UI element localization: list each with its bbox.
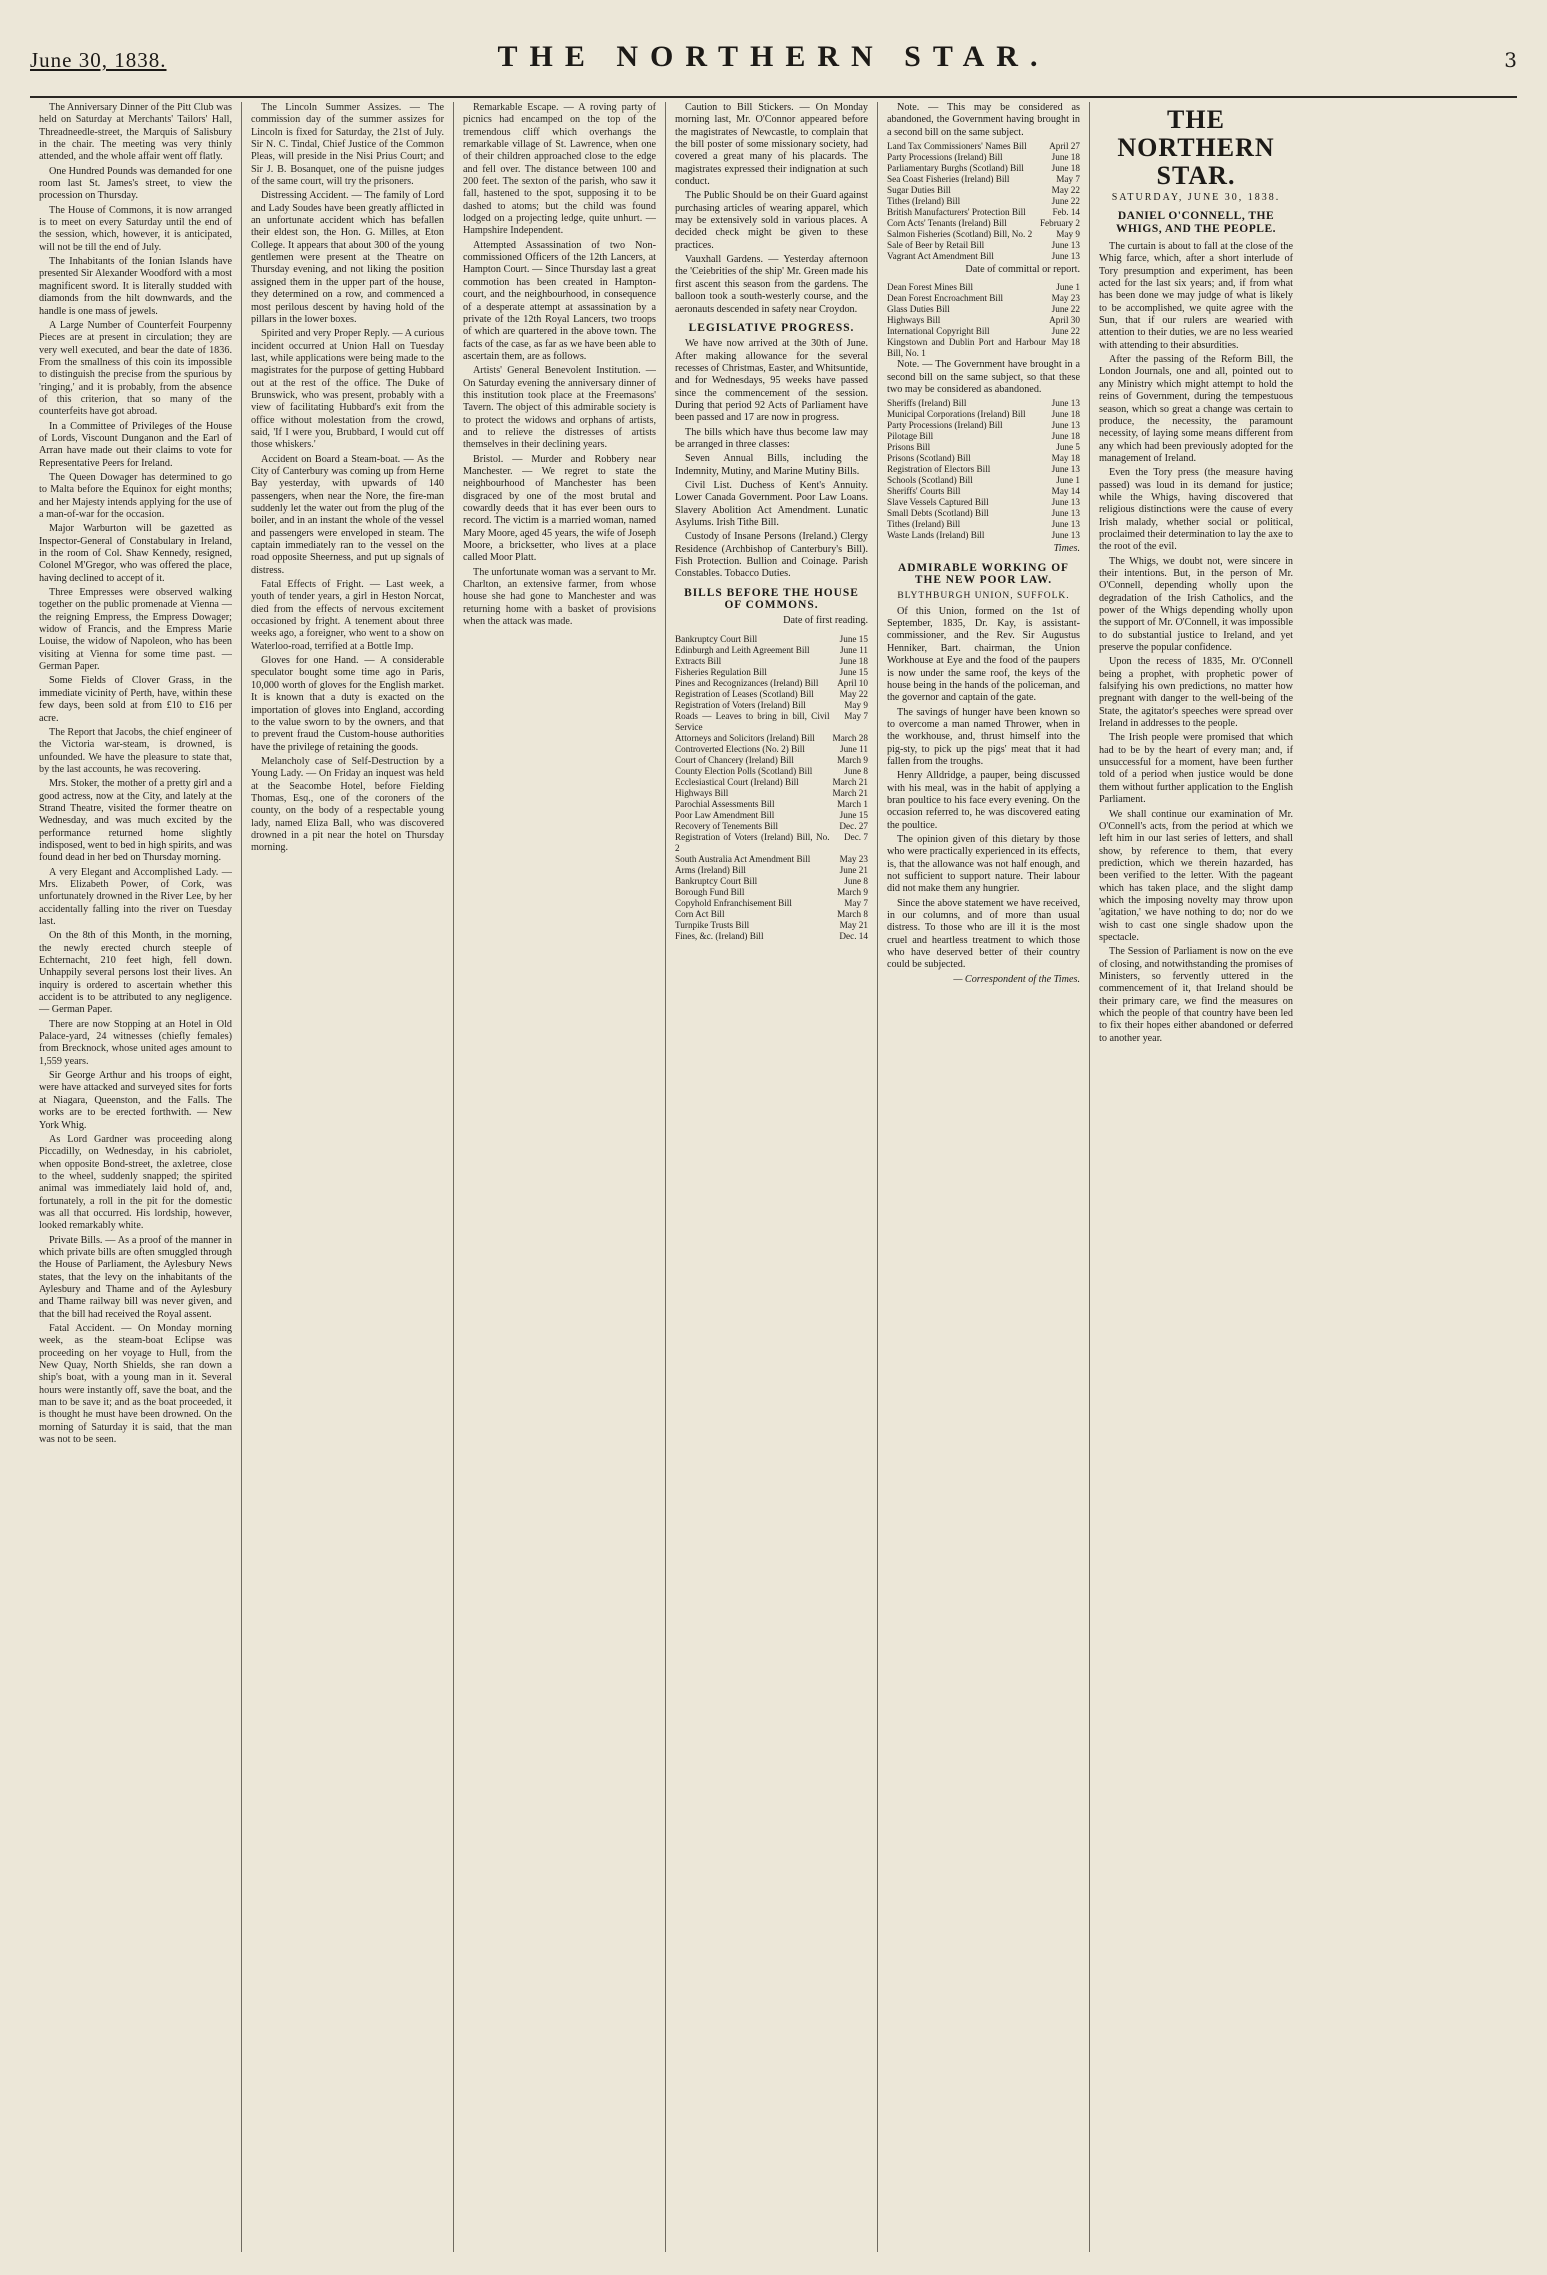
bill-row <box>675 898 868 909</box>
article-paragraph: Caution to Bill Stickers. — On Monday morning last, Mr. O'Connor appeared before the magistrates of Newcastle, to complain that the bill poster of some missionary society, had covered a great many of his placards. The magistrates expressed their indignation at such conduct. <box>675 102 868 188</box>
poor-law-subheading: BLYTHBURGH UNION, SUFFOLK. <box>897 591 1070 602</box>
bill-row <box>887 530 1080 541</box>
bill-name: Corn Acts' Tenants (Ireland) Bill <box>887 218 1007 229</box>
bill-row <box>887 293 1080 304</box>
article-paragraph: Spirited and very Proper Reply. — A curious incident occurred at Union Hall on Tuesday last, while applications were being made to the magistrates for the purpose of getting Hubbard out at the rest of the office. The Duke of Brunswick, who was present, probably with a view of facilitating Hubbard's exit from the office without molestation from the crowd, said, 'If I were you, Brubbard, I would cut off those whiskers.' <box>251 328 444 451</box>
bill-name: Fisheries Regulation Bill <box>675 666 767 677</box>
bill-name: Copyhold Enfranchisement Bill <box>675 897 792 908</box>
bill-row <box>675 876 868 887</box>
bill-name: Salmon Fisheries (Scotland) Bill, No. 2 <box>887 229 1033 240</box>
bill-row <box>675 810 868 821</box>
bill-row <box>675 744 868 755</box>
correspondent-signature: — Correspondent of the Times. <box>953 973 1080 985</box>
bills-heading: BILLS BEFORE THE HOUSE OF COMMONS. <box>684 586 859 612</box>
bill-name: Fines, &c. (Ireland) Bill <box>675 930 764 941</box>
article-paragraph: The opinion given of this dietary by those who were practically experienced in its effects, is, that the allowance was not half enough, and not sufficient to support nature. Their labour did not make them any hungrier. <box>887 833 1080 895</box>
bill-date: June 21 <box>839 864 868 875</box>
bill-row <box>887 152 1080 163</box>
bill-row <box>887 163 1080 174</box>
column-3 <box>454 102 666 2252</box>
article-paragraph: One Hundred Pounds was demanded for one room last St. James's street, to view the procession on Thursday. <box>39 165 232 202</box>
article-paragraph: The curtain is about to fall at the close of the Whig farce, which, after a short interlude of Tory presumption and experiment, has been acted for the last six years; and, if from what has been done we may judge of what is likely to be accomplished, we quite agree with the Sun, that if our rulers are wearied with attention to their duties, we are no less wearied with attending to their absurdities. <box>1099 241 1293 351</box>
legislative-heading: LEGISLATIVE PROGRESS. <box>688 321 855 334</box>
bill-date: May 18 <box>1051 337 1080 348</box>
editorial-date: SATURDAY, JUNE 30, 1838. <box>1111 192 1281 203</box>
bill-date: June 18 <box>1051 152 1080 163</box>
editorial-article <box>1099 241 1293 1045</box>
bill-row <box>887 240 1080 251</box>
article-paragraph: Of this Union, formed on the 1st of September, 1835, Dr. Kay, is assistant-commissioner, and the Rev. Sir Augustus Henniker, Bart. chairman, the Union Workhouse at Eye and the food of the paupers is now under the same roof, the keys of the house being in the hands of the policeman, and the governor and captain of the gate. <box>887 605 1080 704</box>
bill-date: June 13 <box>1051 508 1080 519</box>
bill-name: Registration of Voters (Ireland) Bill, No. 2 <box>675 831 830 853</box>
bill-name: Sugar Duties Bill <box>887 185 951 196</box>
bill-row <box>675 678 868 689</box>
bill-name: Tithes (Ireland) Bill <box>887 519 961 530</box>
bill-name: Glass Duties Bill <box>887 304 950 315</box>
article-paragraph: The Queen Dowager has determined to go to Malta before the Equinox for eight months; and her Majesty intends applying for the use of a man-of-war for the occasion. <box>39 471 232 520</box>
bill-row <box>887 304 1080 315</box>
bill-date: June 15 <box>839 666 868 677</box>
bills-table-a <box>887 141 1080 262</box>
bill-date: May 7 <box>844 897 868 908</box>
bill-row <box>887 315 1080 326</box>
poor-law-article <box>887 606 1080 972</box>
article-paragraph: Three Empresses were observed walking together on the public promenade at Vienna — the reigning Empress, the Empress Dowager; widow of Francis, and the Empress Marie Louise, the widow of Napoleon, who has been visiting at Vienna for some time past. — German Paper. <box>39 587 232 673</box>
bill-date: June 1 <box>1056 282 1080 293</box>
bill-date: Dec. 27 <box>839 820 868 831</box>
bill-name: Highways Bill <box>887 315 941 326</box>
bill-date: May 7 <box>844 710 868 721</box>
bill-date: March 8 <box>837 908 868 919</box>
article-paragraph: The Irish people were promised that which had to be by the heart of every man; and, if unsuccessful for a moment, have been further told of a period when justice would be done them without further application to the English Parliament. <box>1099 732 1293 806</box>
bill-row <box>675 909 868 920</box>
article-paragraph: A very Elegant and Accomplished Lady. — Mrs. Elizabeth Power, of Cork, was unfortunately drowned in the River Lee, by her accidentally falling into the river on Tuesday last. <box>39 866 232 927</box>
article-paragraph: On the 8th of this Month, in the morning, the newly erected church steeple of Echternacht, 210 feet high, fell down. Unhappily several persons lost their lives. An inquiry is ordered to ascertain whether this accident is to be attributed to any negligence. — German Paper. <box>39 930 232 1016</box>
article-paragraph: The Session of Parliament is now on the eve of closing, and notwithstanding the promises of Ministers, so fervently uttered in the commencement of it, that Ireland should be their primary care, we find the measures on which the people of that country have been led to fix their hopes either abandoned or deferred to another year. <box>1099 946 1293 1044</box>
bill-row <box>887 409 1080 420</box>
editorial-headline: DANIEL O'CONNELL, THE WHIGS, AND THE PEOPLE. <box>1115 210 1276 235</box>
bill-date: June 8 <box>844 875 868 886</box>
bill-name: Vagrant Act Amendment Bill <box>887 251 994 262</box>
bill-row <box>887 464 1080 475</box>
bill-date: June 8 <box>844 765 868 776</box>
bill-date: June 22 <box>1051 326 1080 337</box>
bill-date: June 13 <box>1051 530 1080 541</box>
bill-date: June 13 <box>1051 240 1080 251</box>
article-paragraph: Melancholy case of Self-Destruction by a Young Lady. — On Friday an inquest was held at the Seacombe Hotel, before Fielding Thomas, Esq., one of the coroners of the county, on the body of a respectable young lady, named Eliza Ball, who was discovered drowned in a pit near the hotel on Thursday morning. <box>251 755 444 854</box>
bill-name: Schools (Scotland) Bill <box>887 475 973 486</box>
bill-name: Extracts Bill <box>675 655 722 666</box>
bill-row <box>887 508 1080 519</box>
article-paragraph: As Lord Gardner was proceeding along Piccadilly, on Wednesday, in his cabriolet, when opposite Bond-street, the axletree, close to the wheel, suddenly snapped; the spirited animal was immediately laid hold of, and, fortunately, a roll in the pit for the domestic was all that occurred. His lordship, however, looked remarkably white. <box>39 1133 232 1232</box>
bill-date: June 11 <box>840 743 868 754</box>
bill-date: June 22 <box>1051 196 1080 207</box>
bills-table-c <box>887 398 1080 541</box>
bill-name: British Manufacturers' Protection Bill <box>887 207 1026 218</box>
bill-name: Roads — Leaves to bring in bill, Civil Service <box>675 710 830 732</box>
bill-name: Party Processions (Ireland) Bill <box>887 420 1003 431</box>
bill-row <box>887 196 1080 207</box>
bill-name: Highways Bill <box>675 787 729 798</box>
bill-date: March 9 <box>837 886 868 897</box>
bill-row <box>675 920 868 931</box>
bill-row <box>887 431 1080 442</box>
bill-row <box>887 174 1080 185</box>
bill-row <box>675 799 868 810</box>
bill-row <box>887 141 1080 152</box>
bill-date: June 13 <box>1051 398 1080 409</box>
article-paragraph: Sir George Arthur and his troops of eight, were have attacked and surveyed sites for forts at Niagara, Queenston, and the Falls. The works are to be erected forthwith. — New York Whig. <box>39 1070 232 1131</box>
article-paragraph: The Lincoln Summer Assizes. — The commission day of the summer assizes for Lincoln is fixed for Saturday, the 21st of July. Sir N. C. Tindal, Chief Justice of the Common Pleas, will preside in the Nisi Prius Court; and Sir J. B. Bosanquet, one of the puisne judges of the same court, will try the prisoners. <box>251 102 444 188</box>
bill-row <box>887 207 1080 218</box>
bill-date: March 1 <box>837 798 868 809</box>
bill-date: May 18 <box>1051 453 1080 464</box>
article-paragraph: Fatal Effects of Fright. — Last week, a youth of tender years, a girl in Heston Norcat, died from the effects of nervous excitement occasioned by fright. A tenement about three weeks ago, a foreigner, who went to a show on Waterloo-road, terrified at a Bottle Imp. <box>251 579 444 652</box>
bill-name: South Australia Act Amendment Bill <box>675 853 811 864</box>
bill-date: May 7 <box>1056 174 1080 185</box>
bill-date: May 9 <box>1056 229 1080 240</box>
bill-row <box>675 700 868 711</box>
bill-name: Court of Chancery (Ireland) Bill <box>675 754 794 765</box>
bill-row <box>887 185 1080 196</box>
bill-row <box>887 218 1080 229</box>
source-times: Times. <box>1053 543 1080 555</box>
column-1 <box>30 102 242 2252</box>
bill-name: Bankruptcy Court Bill <box>675 875 758 886</box>
bill-date: March 21 <box>832 787 868 798</box>
bills-note-committal: Date of committal or report. <box>965 264 1080 276</box>
bill-row <box>675 865 868 876</box>
bill-name: Dean Forest Encroachment Bill <box>887 293 1004 304</box>
bill-name: Parochial Assessments Bill <box>675 798 775 809</box>
bill-date: April 27 <box>1049 141 1080 152</box>
bill-name: Small Debts (Scotland) Bill <box>887 508 989 519</box>
bill-name: Tithes (Ireland) Bill <box>887 196 961 207</box>
note-abandoned: Note. — This may be considered as abandoned, the Government having brought in a second bill on the same subject. <box>887 102 1080 138</box>
bill-date: June 13 <box>1051 464 1080 475</box>
bill-row <box>675 656 868 667</box>
article-paragraph: There are now Stopping at an Hotel in Old Palace-yard, 24 witnesses (chiefly females) from Brecknock, whose united ages amount to 1,559 years. <box>39 1018 232 1067</box>
bill-name: Prisons (Scotland) Bill <box>887 453 971 464</box>
column-5 <box>878 102 1090 2252</box>
bill-date: June 13 <box>1051 420 1080 431</box>
bill-date: Feb. 14 <box>1052 207 1080 218</box>
bill-name: Municipal Corporations (Ireland) Bill <box>887 409 1026 420</box>
article-paragraph: Gloves for one Hand. — A considerable speculator bought some time ago in Paris, 10,000 worth of gloves for the English market. It is known that a duty is exacted on the importation of gloves into England, according to the value sworn to by the owners, and that to prevent fraud the Custom-house authorities have the privilege of retaining the goods. <box>251 655 444 753</box>
article-paragraph: Distressing Accident. — The family of Lord and Lady Soudes have been greatly afflicted in an unfortunate accident which has befallen their eldest son, the Hon. G. Milles, at Eton College. It appears that about 300 of the young gentlemen were present at the Theatre on Thursday evening, and not liking the position assigned them in the upper part of the house, they determined on a row, and commenced a most perilous descent by having hold of the pillars in the lower boxes. <box>251 190 444 325</box>
masthead-rule <box>30 96 1517 98</box>
bill-name: Dean Forest Mines Bill <box>887 282 973 293</box>
bill-row <box>675 766 868 777</box>
bill-row <box>675 931 868 942</box>
bills-table <box>675 634 868 942</box>
bill-row <box>675 821 868 832</box>
bill-date: April 30 <box>1049 315 1080 326</box>
bill-name: International Copyright Bill <box>887 326 990 337</box>
bill-row <box>887 326 1080 337</box>
columns <box>30 102 1517 2252</box>
bill-row <box>887 282 1080 293</box>
bill-date: June 13 <box>1051 519 1080 530</box>
article-paragraph: A Large Number of Counterfeit Fourpenny Pieces are at present in circulation; they are very well executed, and bear the date of 1836. From the smallness of this coin its impossible to distinguish the precise from the spurious by 'ringing,' and it is probably, from the absence of this criterion, that so many of the counterfeits have got abroad. <box>39 319 232 418</box>
bill-row <box>887 475 1080 486</box>
article-paragraph: In a Committee of Privileges of the House of Lords, Viscount Dunganon and the Earl of Arran have made out their claims to vote for Representative Peers for Ireland. <box>39 420 232 469</box>
article-paragraph: Fatal Accident. — On Monday morning week, as the steam-boat Eclipse was proceeding on her voyage to Hull, from the New Quay, North Shields, she ran down a ship's boat, with a young man in it. Several hours were instantly off, save the boat, and the man to be save it; and as the boat proceeded, it is thought he must have been drowned. On the morning of Saturday it is said, that the man was not to be seen. <box>39 1323 232 1446</box>
bill-row <box>887 497 1080 508</box>
bill-name: Registration of Leases (Scotland) Bill <box>675 688 814 699</box>
bill-name: Arms (Ireland) Bill <box>675 864 746 875</box>
article-paragraph: Seven Annual Bills, including the Indemnity, Mutiny, and Marine Mutiny Bills. <box>675 453 868 477</box>
bill-date: June 11 <box>840 644 868 655</box>
article-paragraph: The House of Commons, it is now arranged is to meet on every Saturday until the end of the session, which, however, it is anticipated, will not be till the end of July. <box>39 204 232 253</box>
article-paragraph: The Whigs, we doubt not, were sincere in their intentions. But, in the person of Mr. O'Connell, depending wholly upon the degradation of the Irish Catholics, and the power of the Whigs depending wholly upon the support of Mr. O'Connell, it was impossible to do substantial justice to Ireland, and yet preserve the popular confidence. <box>1099 555 1293 654</box>
paper-title: THE NORTHERN STAR. <box>497 40 1050 73</box>
bill-name: Poor Law Amendment Bill <box>675 809 775 820</box>
bill-row <box>675 887 868 898</box>
bill-name: Registration of Electors Bill <box>887 464 991 475</box>
bill-row <box>675 755 868 766</box>
editorial-title: THE NORTHERN STAR. <box>1117 105 1275 190</box>
bill-row <box>675 711 868 733</box>
bill-name: Pines and Recognizances (Ireland) Bill <box>675 677 819 688</box>
bill-date: June 13 <box>1051 497 1080 508</box>
article-paragraph: The Anniversary Dinner of the Pitt Club was held on Saturday at Merchants' Tailors' Hall, Threadneedle-street, the Marquis of Salisbury in the chair. The meeting was very thinly attended, and the whole affair went off flatly. <box>39 102 232 163</box>
bill-row <box>675 689 868 700</box>
bill-date: May 23 <box>839 853 868 864</box>
bill-row <box>887 420 1080 431</box>
article-paragraph: We have now arrived at the 30th of June. After making allowance for the several recesses of Christmas, Easter, and Whitsuntide, and for Wednesdays, 95 weeks have passed since the commencement of the session. During that period 92 Acts of Parliament have been passed and 17 are now in progress. <box>675 338 868 424</box>
bill-date: March 9 <box>837 754 868 765</box>
bill-name: County Election Polls (Scotland) Bill <box>675 765 813 776</box>
article-paragraph: The unfortunate woman was a servant to Mr. Charlton, an extensive farmer, from whose house she had gone to Manchester and was returning home with a basket of provisions when the attack was made. <box>463 566 656 628</box>
bill-date: May 22 <box>1051 185 1080 196</box>
bill-date: February 2 <box>1039 218 1080 229</box>
bill-name: Sea Coast Fisheries (Ireland) Bill <box>887 174 1010 185</box>
bill-date: June 22 <box>1051 304 1080 315</box>
bill-date: June 18 <box>1051 409 1080 420</box>
bill-row <box>675 733 868 744</box>
bill-date: May 14 <box>1051 486 1080 497</box>
article-paragraph: Some Fields of Clover Grass, in the immediate vicinity of Perth, have, within these few days, been sold at from £10 to £16 per acre. <box>39 675 232 724</box>
article-paragraph: The savings of hunger have been known so to overcome a man named Thrower, when in the workhouse, and, thrust himself into the pig-sty, to pick up the pigs' meat that it had fallen from the troughs. <box>887 706 1080 767</box>
bill-date: May 22 <box>839 688 868 699</box>
article-paragraph: Bristol. — Murder and Robbery near Manchester. — We regret to state the neighbourhood of Manchester has been disgraced by one of the most brutal and cowardly deeds that it has ever been ours to record. The victim is a married woman, named Mary Moore, aged 45 years, the wife of Joseph Moore, a bricksetter, who lives at a place called Moor Platt. <box>463 453 656 564</box>
legislative-article <box>675 338 868 581</box>
bill-row <box>887 398 1080 409</box>
bill-row <box>887 486 1080 497</box>
bill-date: Dec. 7 <box>844 831 868 842</box>
article-paragraph: Major Warburton will be gazetted as Inspector-General of Constabulary in Ireland, in the room of Col. Shaw Kennedy, resigned, Colonel M'Gregor, who was offered the place, having declined to accept of it. <box>39 523 232 584</box>
bill-name: Borough Fund Bill <box>675 886 745 897</box>
masthead <box>30 38 1517 94</box>
bill-name: Waste Lands (Ireland) Bill <box>887 530 985 541</box>
article-paragraph: Since the above statement we have received, in our columns, and of more than usual distress. To those who are ill it is the most cruel and heartless treatment to which those who have deserved better of their country could be subjected. <box>887 897 1080 971</box>
article-paragraph: We shall continue our examination of Mr. O'Connell's acts, from the period at which we left him in our last series of letters, and shall show, by reference to them, that every prediction, which we therein hazarded, has been verified to the letter. With the pageant which has taken place, and the slight damp which the imposing novelty may throw upon 'agitation,' we have nothing to do; nor do we wish to cast one single shadow upon the spectacle. <box>1099 808 1293 943</box>
bill-date: June 15 <box>839 809 868 820</box>
bill-row <box>675 832 868 854</box>
bill-row <box>887 337 1080 359</box>
bill-date: May 9 <box>844 699 868 710</box>
bill-name: Pilotage Bill <box>887 431 934 442</box>
bill-date: June 18 <box>1051 431 1080 442</box>
bill-date: June 5 <box>1056 442 1080 453</box>
article-paragraph: Attempted Assassination of two Non-commissioned Officers of the 12th Lancers, at Hampton Court. — Since Thursday last a great commotion has been created in Hampton-court, and the neighbourhood, in consequence of a desperate attempt at assassination by a private of the 12th Royal Lancers, two troops of which are quartered in the above town. The facts of the case, as far as we have been able to ascertain them, are as follows. <box>463 239 656 362</box>
bill-name: Recovery of Tenements Bill <box>675 820 779 831</box>
article-paragraph: The bills which have thus become law may be arranged in three classes: <box>675 426 868 450</box>
issue-date: June 30, 1838. <box>30 48 167 72</box>
bill-date: June 18 <box>1051 163 1080 174</box>
column-4 <box>666 102 878 2252</box>
bill-name: Turnpike Trusts Bill <box>675 919 750 930</box>
bill-name: Sale of Beer by Retail Bill <box>887 240 985 251</box>
column-2 <box>242 102 454 2252</box>
article-paragraph: Even the Tory press (the measure having passed) was loud in its demand for justice; while the Whigs, having discovered that religious distinctions were the cause of every Irish malady, whether social or political, proclaimed their determination to lay the axe to the root of the evil. <box>1099 467 1293 553</box>
page-number: 3 <box>1504 48 1517 72</box>
bill-name: Sheriffs (Ireland) Bill <box>887 398 967 409</box>
bill-date: May 21 <box>839 919 868 930</box>
column-6 <box>1090 102 1302 2252</box>
bill-date: May 23 <box>1051 293 1080 304</box>
article-paragraph: Henry Alldridge, a pauper, being discussed with his meal, was in the habit of applying a bran poultice to his face every evening. On the occasion referred to, he was discovered eating the poultice. <box>887 770 1080 831</box>
bill-row <box>887 442 1080 453</box>
article-paragraph: Vauxhall Gardens. — Yesterday afternoon the 'Ceiebrities of the ship' Mr. Green made his first ascent this season from the gardens. The balloon took a south-westerly course, and the aeronauts descended in safety near Croydon. <box>675 254 868 315</box>
article-paragraph: Custody of Insane Persons (Ireland.) Clergy Residence (Archbishop of Canterbury's Bill). Fish Protection. Bullion and Coinage. Parish Constables. Tobacco Duties. <box>675 531 868 580</box>
article-paragraph: Remarkable Escape. — A roving party of picnics had encamped on the top of the tremendous cliff which overhangs the remarkable village of St. Lawrence, when one of their children approached close to the edge and fell over. The distance between 100 and 200 feet. The sexton of the parish, who saw it fall, hastened to the spot, supposing it to be dashed to atoms; but the child was found lodged on a projecting ledge, quite unhurt. — Hampshire Independent. <box>463 102 656 237</box>
bill-row <box>675 634 868 645</box>
note-second-bill: Note. — The Government have brought in a second bill on the same subject, so that these two may be considered as abandoned. <box>887 359 1080 396</box>
bill-name: Sheriffs' Courts Bill <box>887 486 961 497</box>
bill-date: April 10 <box>837 677 868 688</box>
bill-name: Ecclesiastical Court (Ireland) Bill <box>675 776 799 787</box>
bill-name: Parliamentary Burghs (Scotland) Bill <box>887 163 1024 174</box>
bill-row <box>675 645 868 656</box>
bill-row <box>887 519 1080 530</box>
article-paragraph: The Report that Jacobs, the chief engineer of the Victoria war-steam, is drowned, is unfounded. We have the pleasure to state that, by the last accounts, he was recovering. <box>39 726 232 775</box>
article-paragraph: The Inhabitants of the Ionian Islands have presented Sir Alexander Woodford with a most magnificent sword. It is literally studded with diamonds from the hilt downwards, and the handle is one mass of jewels. <box>39 256 232 317</box>
article-paragraph: Accident on Board a Steam-boat. — As the City of Canterbury was coming up from Herne Bay yesterday, with upwards of 140 passengers, when near the Nore, the fire-man suddenly let the water out from the plug of the boiler, and in an instant the whole of the vessel and passengers were enveloped in steam. The captain immediately ran to the vessel on the road opposite Sheerness, and put up signals of distress. <box>251 453 444 576</box>
bill-name: Prisons Bill <box>887 442 931 453</box>
bill-date: June 15 <box>839 633 868 644</box>
article-paragraph: The Public Should be on their Guard against purchasing articles of wearing apparel, which may be extensively sold in various places. A decided check might be given to these practices. <box>675 190 868 251</box>
bill-name: Bankruptcy Court Bill <box>675 633 758 644</box>
article-paragraph: After the passing of the Reform Bill, the London Journals, one and all, pointed out to any Ministry which might attempt to hold the reins of Government, during the tempestuous season, which so great a change was certain to produce, the necessity, the paramount necessity, of laying some means different from any which had been previously adopted for the management of Ireland. <box>1099 354 1293 464</box>
bill-name: Attorneys and Solicitors (Ireland) Bill <box>675 732 815 743</box>
bills-table-b <box>887 282 1080 359</box>
poor-law-heading: ADMIRABLE WORKING OF THE NEW POOR LAW. <box>897 561 1070 587</box>
column-4-articles <box>675 102 868 316</box>
bill-date: March 21 <box>832 776 868 787</box>
bill-name: Edinburgh and Leith Agreement Bill <box>675 644 810 655</box>
article-paragraph: Artists' General Benevolent Institution. — On Saturday evening the anniversary dinner of this institution took place at the Freemasons' Tavern. The object of this admirable society is to protect the widows and orphans of artists, and to relieve the distresses of artists themselves in their declining years. <box>463 365 656 451</box>
bill-name: Kingstown and Dublin Port and Harbour Bill, No. 1 <box>887 337 1047 359</box>
bill-name: Corn Act Bill <box>675 908 725 919</box>
bill-row <box>887 453 1080 464</box>
bills-subheading: Date of first reading. <box>783 615 868 627</box>
bill-date: March 28 <box>832 732 868 743</box>
article-paragraph: Upon the recess of 1835, Mr. O'Connell being a prophet, with prophetic power of falsifying his own predictions, no matter how pregnant with danger to the well-being of the State, the agitator's speeches were spread over Ireland in addresses to the people. <box>1099 656 1293 730</box>
bill-name: Slave Vessels Captured Bill <box>887 497 989 508</box>
bill-row <box>675 854 868 865</box>
bill-name: Land Tax Commissioners' Names Bill <box>887 141 1027 152</box>
bill-name: Registration of Voters (Ireland) Bill <box>675 699 806 710</box>
bill-date: June 13 <box>1051 251 1080 262</box>
bill-name: Controverted Elections (No. 2) Bill <box>675 743 805 754</box>
article-paragraph: Private Bills. — As a proof of the manner in which private bills are often smuggled through the House of Parliament, the Aylesbury News states, that the levy on the inhabitants of the Aylesbury and Thame and of the Aylesbury and Thame railway bill was never given, and that the bill had received the Royal assent. <box>39 1234 232 1320</box>
bill-date: June 18 <box>839 655 868 666</box>
article-paragraph: Civil List. Duchess of Kent's Annuity. Lower Canada Government. Poor Law Loans. Slavery Abolition Act Amendment. Lunatic Asylums. Irish Tithe Bill. <box>675 479 868 528</box>
bill-row <box>887 229 1080 240</box>
bill-date: June 1 <box>1056 475 1080 486</box>
bill-name: Party Processions (Ireland) Bill <box>887 152 1003 163</box>
bill-row <box>887 251 1080 262</box>
bill-row <box>675 667 868 678</box>
bill-date: Dec. 14 <box>839 930 868 941</box>
bill-row <box>675 788 868 799</box>
article-paragraph: Mrs. Stoker, the mother of a pretty girl and a good actress, now at the City, and lately at the Strand Theatre, visited the former theatre on Wednesday, and was much excited by the performance returned home slightly indisposed, went to bed in high spirits, and was found dead in her bed on Thursday morning. <box>39 778 232 864</box>
bill-row <box>675 777 868 788</box>
